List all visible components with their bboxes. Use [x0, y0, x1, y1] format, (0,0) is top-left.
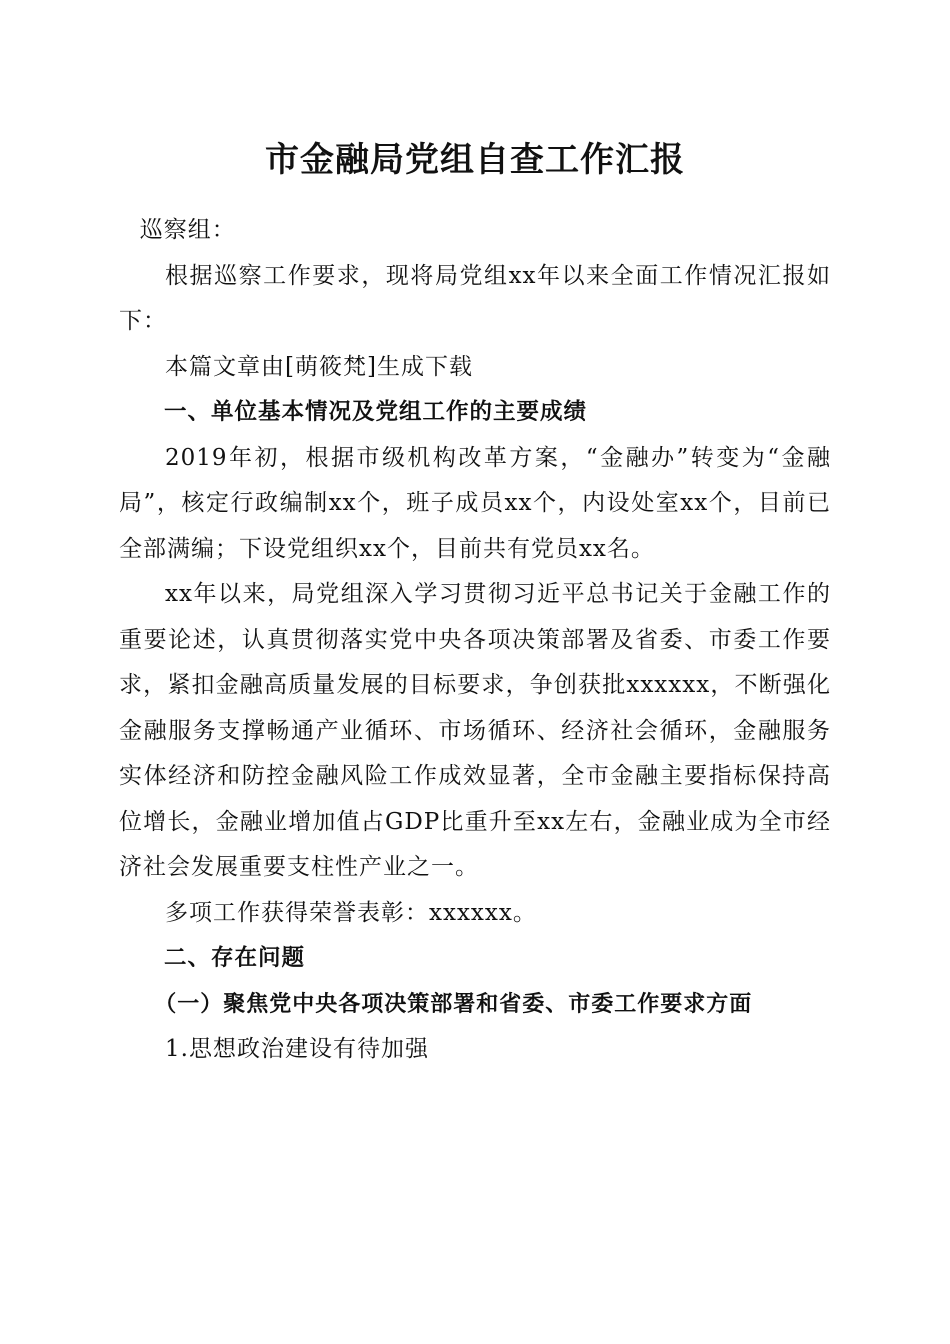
paragraph-2: xx年以来，局党组深入学习贯彻习近平总书记关于金融工作的重要论述，认真贯彻落实党中央各项决策部署及省委、市委工作要求，紧扣金融高质量发展的目标要求，争创获批xxxxxx，不断强化金融服务支撑畅通产业循环、市场循环、经济社会循环，金融服务实体经济和防控金融风险工作成效显著，全市金融主要指标保持高位增长，金融业增加值占GDP比重升至xx左右，金融业成为全市经济社会发展重要支柱性产业之一。: [119, 581, 831, 880]
document-title: 市金融局党组自查工作汇报: [265, 140, 685, 180]
salutation: 巡察组：: [139, 217, 236, 243]
section-heading-1: 一、单位基本情况及党组工作的主要成绩: [164, 399, 588, 425]
section-heading-2: 二、存在问题: [164, 945, 306, 971]
sub-heading-1: （一）聚焦党中央各项决策部署和省委、市委工作要求方面: [154, 990, 753, 1017]
intro-paragraph: 根据巡察工作要求，现将局党组xx年以来全面工作情况汇报如下：: [119, 262, 831, 334]
paragraph-3: 多项工作获得荣誉表彰：xxxxxx。: [165, 899, 537, 926]
list-item-1: 1.思想政治建设有待加强: [165, 1036, 429, 1062]
document-body: [119, 208, 831, 1073]
paragraph-1: 2019年初，根据市级机构改革方案，“金融办”转变为“金融局”，核定行政编制xx个，班子成员xx个，内设处室xx个，目前已全部满编；下设党组织xx个，目前共有党员xx名。: [119, 444, 831, 562]
generated-note: 本篇文章由[萌筱梵]生成下载: [165, 353, 473, 380]
